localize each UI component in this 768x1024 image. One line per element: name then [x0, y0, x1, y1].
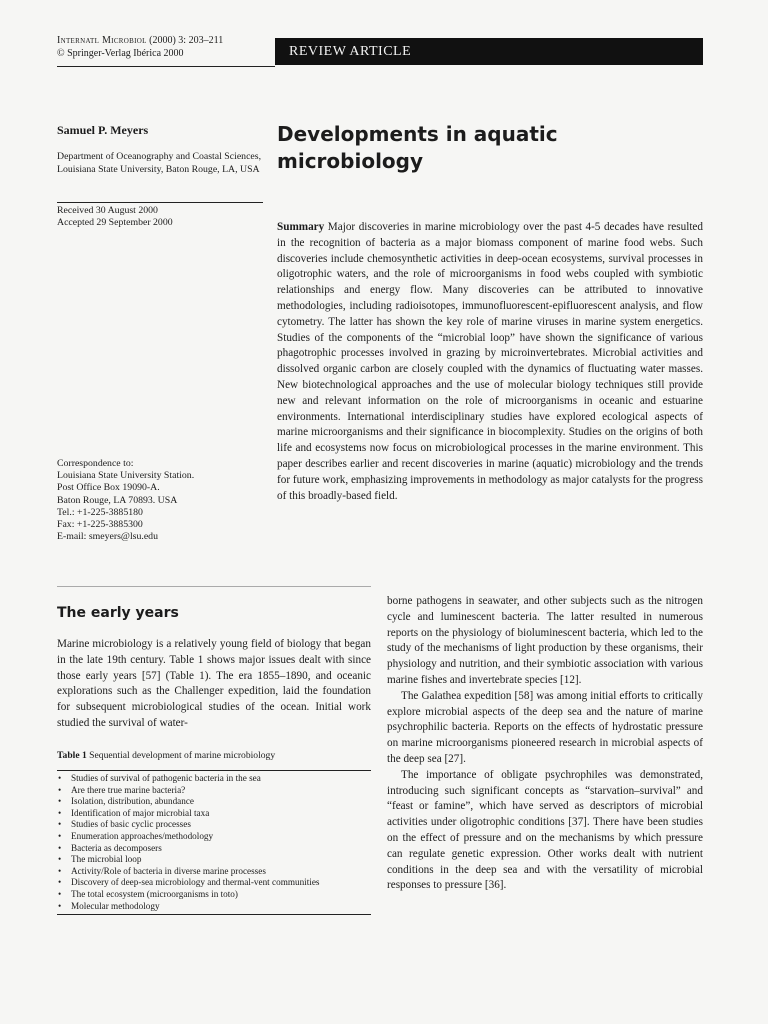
article-type-banner [275, 38, 703, 65]
table-row: • Enumeration approaches/methodology [57, 831, 371, 843]
section-heading: The early years [57, 605, 179, 621]
received-date: Received 30 August 2000 [57, 205, 158, 216]
journal-name: Internatl Microbiol [57, 35, 147, 46]
table-row: • Studies of survival of pathogenic bacteria in the sea [57, 773, 371, 785]
table-list [57, 773, 371, 912]
table-row: • The total ecosystem (microorganisms in toto) [57, 889, 371, 901]
correspondence-line3: Baton Rouge, LA 70893. USA [57, 494, 178, 506]
journal-citation: (2000) 3: 203–211 [146, 35, 224, 46]
header-divider [57, 66, 275, 67]
table-row: • Discovery of deep-sea microbiology and thermal-vent communities [57, 877, 371, 889]
abstract-label: Summary [277, 221, 325, 233]
table-row: • Identification of major microbial taxa [57, 808, 371, 820]
table-label: Table 1 [57, 750, 87, 761]
table-row: • Bacteria as decomposers [57, 843, 371, 855]
publisher-line: © Springer-Verlag Ibérica 2000 [57, 47, 184, 59]
article-title: Developments in aquatic microbiology [277, 122, 558, 173]
correspondence-line2: Post Office Box 19090-A. [57, 482, 160, 494]
right-column [387, 594, 703, 894]
paragraph-2: The Galathea expedition [58] was among initial efforts to critically explore microbial aspects of the deep sea and the nature of marine psychrophilic bacteria. Reports on the effects of hydrostatic pressure on marine microorganisms pioneered research in microbial aspects of the deep sea [27]. [387, 689, 703, 765]
table-row: • Are there true marine bacteria? [57, 785, 371, 797]
table-row: • Isolation, distribution, abundance [57, 796, 371, 808]
dates-divider [57, 202, 263, 203]
paragraph-3: The importance of obligate psychrophiles was demonstrated, introducing such significant concepts as “starvation–survival” and “feast or famine”, which have served as descriptors of microbial activities under oligotrophic conditions [37]. There have been studies on the effect of pressure and on the mechanisms by which pressure can regulate genetic expression. Other works dealt with nutrient conditions in the deep sea and with the versatility of microbial responses to pressure [36]. [387, 768, 703, 892]
abstract-text: Major discoveries in marine microbiology over the past 4-5 decades have resulted in the recognition of bacteria as a major biomass component of marine food webs. Such discoveries include chemosynthetic activities in deep-ocean ecosystems, survival processes in oligotrophic waters, and the role of microorganisms in food webs coupled with symbiotic relationships and energy flow. Many discoveries can be attributed to innovative methodologies, including radioisotopes, immunofluorescent-epifluorescent analysis, and flow cytometry. The latter has shown the key role of marine viruses in marine system energetics. Studies of the components of the “microbial loop” have shown the significance of various phagotrophic processes involved in grazing by microinvertebrates. Microbial activities and dissolved organic carbon are closely coupled with the dynamics of fluctuating water masses. New biotechnological approaches and the use of molecular biology techniques still provide new and relevant information on the role of microorganisms in oceanic and estuarine environments. International interdisciplinary studies have explored ecological aspects of marine microorganisms and their significance in biocomplexity. Studies on the origins of both life and ecosystems now focus on microbiological processes in the marine environment. This paper describes earlier and recent discoveries in marine (aquatic) microbiology and the trends for future work, emphasizing improvements in methodology as major catalysts for the progress of this broadly-based field. [277, 221, 703, 502]
table-bottom-rule [57, 914, 371, 915]
table-caption [57, 750, 371, 761]
table-row: • Activity/Role of bacteria in diverse marine processes [57, 866, 371, 878]
article-type-label: REVIEW ARTICLE [289, 43, 412, 59]
table-row: • Studies of basic cyclic processes [57, 819, 371, 831]
table-row: • Molecular methodology [57, 901, 371, 913]
section-paragraph: Marine microbiology is a relatively young field of biology that began in the late 19th century. Table 1 shows major issues dealt with since those early years [57] (Table 1). The era 1855–1890, and oceanic explorations such as the Challenger expedition, laid the foundation for subsequent microbiological studies of the ocean. Initial work studied the survival of water- [57, 638, 371, 729]
abstract [277, 220, 703, 504]
paragraph-1: borne pathogens in seawater, and other subjects such as the nitrogen cycle and luminescent bacteria. The latter resulted in numerous reports on the physiology of bioluminescent bacteria, which led to the study of the mechanisms of light production by these organisms, their physiology and nutrition, and their symbiotic association with various marine fishes and invertebrate species [12]. [387, 595, 703, 686]
article-dates [57, 205, 173, 228]
correspondence-block [57, 458, 267, 543]
section-divider [57, 586, 371, 587]
correspondence-fax: Fax: +1-225-3885300 [57, 519, 143, 531]
journal-info [57, 35, 223, 60]
table-top-rule [57, 770, 371, 771]
table-row: • The microbial loop [57, 854, 371, 866]
correspondence-line1: Louisiana State University Station. [57, 470, 195, 482]
correspondence-label: Correspondence to: [57, 458, 134, 469]
author-affiliation: Department of Oceanography and Coastal Sciences, Louisiana State University, Baton Rouge, LA, USA [57, 151, 262, 175]
correspondence-tel: Tel.: +1-225-3885180 [57, 506, 143, 518]
author-name: Samuel P. Meyers [57, 123, 149, 137]
accepted-date: Accepted 29 September 2000 [57, 216, 173, 228]
table-caption-text: Sequential development of marine microbiology [86, 750, 276, 761]
correspondence-email[interactable]: E-mail: smeyers@lsu.edu [57, 531, 158, 543]
